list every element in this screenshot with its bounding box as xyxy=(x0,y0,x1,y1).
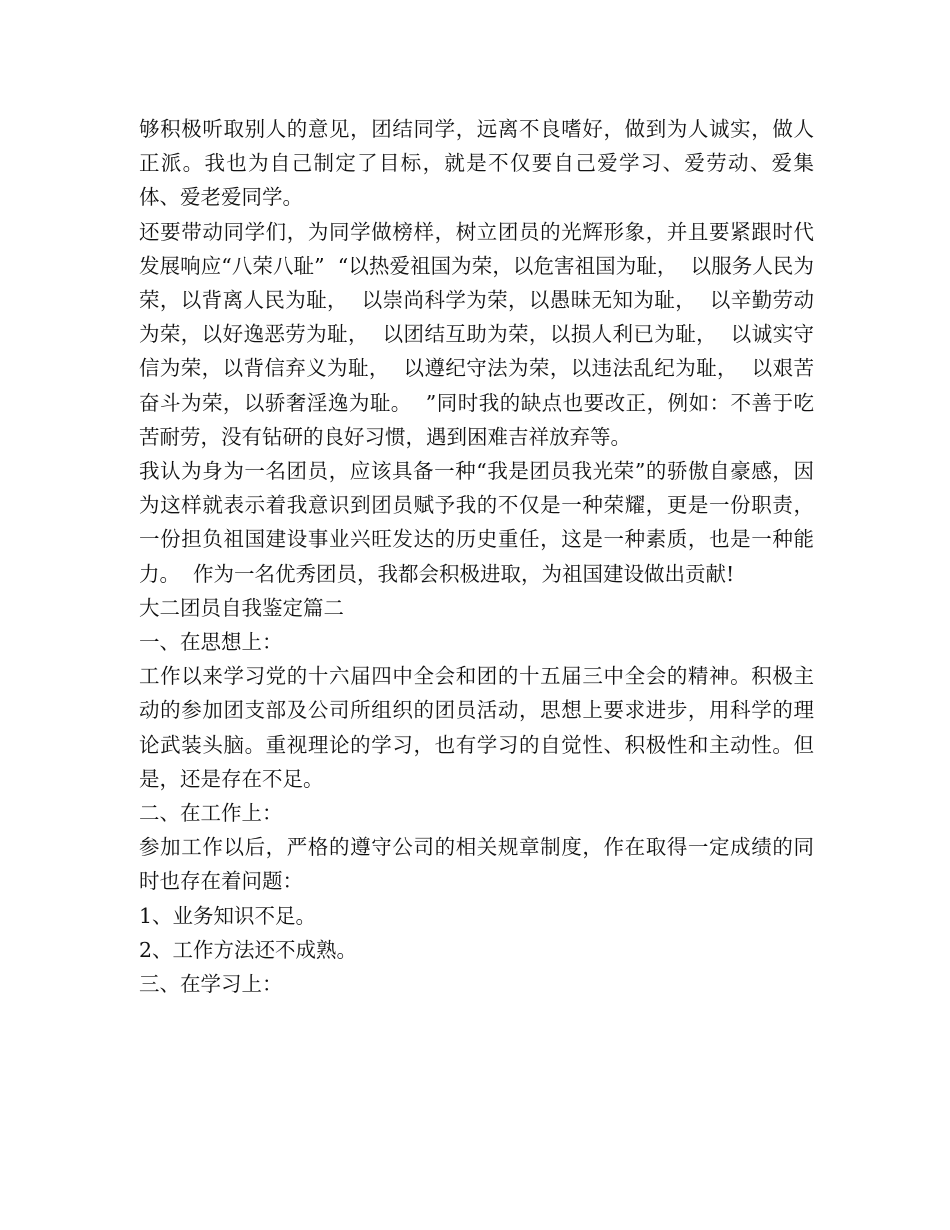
heading-study: 三、在学习上： xyxy=(139,972,283,997)
paragraph-thought: 工作以来学习党的十六届四中全会和团的十五届三中全会的精神。积极主动的参加团支部及公司所组织的团员活动，思想上要求进步，用科学的理论武装头脑。重视理论的学习，也有学习的自觉性、积极性和主动性。但是，还是存在不足。 xyxy=(139,664,814,791)
heading-work: 二、在工作上： xyxy=(139,801,283,826)
list-item: 2、工作方法还不成熟。 xyxy=(139,937,358,962)
paragraph-pride: 我认为身为一名团员，应该具备一种“我是团员我光荣”的骄傲自豪感，因为这样就表示着我意识到团员赋予我的不仅是一种荣耀，更是一份职责，一份担负祖国建设事业兴旺发达的历史重任，这是一种素质，也是一种能力。 作为一名优秀团员，我都会积极进取，为祖国建设做出贡献! xyxy=(139,459,814,586)
heading-thought: 一、在思想上： xyxy=(139,630,283,655)
paragraph-continuation: 够积极听取别人的意见，团结同学，远离不良嗜好，做到为人诚实，做人正派。我也为自己制定了目标，就是不仅要自己爱学习、爱劳动、爱集体、爱老爱同学。 xyxy=(139,117,814,210)
paragraph-work: 参加工作以后，严格的遵守公司的相关规章制度，作在取得一定成绩的同时也存在着问题： xyxy=(139,835,814,894)
paragraph-honor-shame: 还要带动同学们，为同学做榜样，树立团员的光辉形象，并且要紧跟时代发展响应“八荣八耻” “以热爱祖国为荣，以危害祖国为耻， 以服务人民为荣，以背离人民为耻， 以崇尚科学为荣，以愚昧无知为耻， 以辛勤劳动为荣，以好逸恶劳为耻， 以团结互助为荣，以损人利已为耻， 以诚实守信为荣，以背信弃义为耻， 以遵纪守法为荣，以违法乱纪为耻， 以艰苦奋斗为荣，以骄奢淫逸为耻。 ”同时我的缺点也要改正，例如：不善于吃苦耐劳，没有钻研的良好习惯，遇到困难吉祥放弃等。 xyxy=(139,219,814,449)
document-body xyxy=(139,112,814,1001)
section-title: 大二团员自我鉴定篇二 xyxy=(139,595,344,620)
list-item: 1、业务知识不足。 xyxy=(139,903,317,928)
